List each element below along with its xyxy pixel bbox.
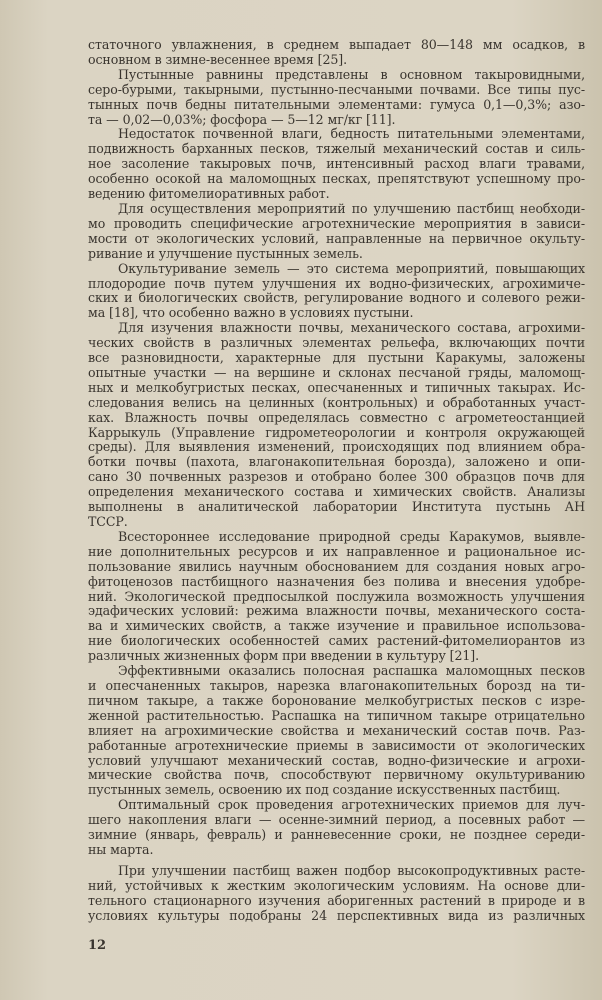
text-line: и опесчаненных такыров, нарезка влагонакопительных борозд на ти-	[88, 677, 585, 693]
text-line: среды). Для выявления изменений, происходящих под влиянием обра-	[88, 439, 585, 455]
text-line: зимние (январь, февраль) и ранневесенние сроки, не позднее середи-	[88, 827, 585, 843]
paragraph	[88, 798, 585, 858]
page-body	[88, 38, 585, 923]
text-line: ТССР.	[88, 514, 128, 529]
text-line: ных и мелкобугристых песках, опесчаненных и типичных такырах. Ис-	[88, 379, 585, 395]
text-line: Эффективными оказались полосная распашка маломощных песков	[118, 663, 585, 679]
text-line: ние дополнительных ресурсов и их направленное и рациональное ис-	[88, 543, 585, 559]
text-line: ние биологических особенностей самих растений-фитомелиорантов из	[88, 633, 585, 649]
paragraph	[88, 864, 585, 924]
text-line: определения механического состава и химических свойств. Анализы	[88, 484, 585, 500]
text-line: тынных почв бедны питательными элементами: гумуса 0,1—0,3%; азо-	[88, 96, 585, 112]
text-line: женной растительностью. Распашка на типичном такыре отрицательно	[88, 707, 585, 723]
text-line: ботки почвы (пахота, влагонакопительная борозда), заложено и опи-	[88, 454, 585, 470]
text-line: ма [18], что особенно важно в условиях пустыни.	[88, 305, 414, 321]
text-line: При улучшении пастбищ важен подбор высокопродуктивных расте-	[118, 862, 585, 878]
text-line: Для изучения влажности почвы, механического состава, агрохими-	[118, 320, 585, 336]
text-line: Всестороннее исследование природной среды Каракумов, выявле-	[118, 528, 585, 544]
text-line: ное засоление такыровых почв, интенсивный расход влаги травами,	[88, 156, 585, 172]
paragraph	[88, 202, 585, 262]
paragraph	[88, 262, 585, 322]
text-line: особенно осокой на маломощных песках, препятствуют успешному про-	[88, 171, 585, 187]
text-line: выполнены в аналитической лаборатории Института пустынь АН	[88, 499, 585, 515]
text-line: влияет на агрохимические свойства и механический состав почв. Раз-	[88, 722, 585, 738]
text-line: мо проводить специфические агротехнические мероприятия в зависи-	[88, 215, 585, 231]
text-line: ний. Экологической предпосылкой послужила возможность улучшения	[88, 588, 585, 604]
text-line: та — 0,02—0,03%; фосфора — 5—12 мг/кг [11].	[88, 111, 396, 127]
text-line: ны марта.	[88, 841, 154, 857]
text-line: все разновидности, характерные для пустыни Каракумы, заложены	[88, 350, 585, 366]
text-line: ва и химических свойств, а также изучение и правильное использова-	[88, 618, 585, 634]
text-line: Оптимальный срок проведения агротехнических приемов для луч-	[118, 797, 585, 813]
text-line: Недостаток почвенной влаги, бедность питательными элементами,	[118, 126, 585, 142]
text-line: опытные участки — на вершине и склонах песчаной гряды, маломощ-	[88, 364, 585, 380]
text-line: плодородие почв путем улучшения их водно-физических, агрохимиче-	[88, 275, 585, 291]
text-line: тельного стационарного изучения аборигенных растений в природе и в	[88, 892, 585, 908]
text-line: работанные агротехнические приемы в зависимости от экологических	[88, 737, 585, 753]
text-line: мости от экологических условий, направленные на первичное окульту-	[88, 230, 585, 246]
text-line: условиях культуры подобраны 24 перспективных вида из различных	[88, 907, 585, 923]
text-line: различных жизненных форм при введении в культуру [21].	[88, 648, 480, 664]
text-line: ривание и улучшение пустынных земель.	[88, 245, 363, 261]
text-line: ках. Влажность почвы определялась совместно с агрометеостанцией	[88, 409, 585, 425]
paragraph	[88, 321, 585, 530]
text-line: подвижность барханных песков, тяжелый механический состав и силь-	[88, 141, 585, 157]
text-line: ских и биологических свойств, регулирование водного и солевого режи-	[88, 290, 585, 306]
text-line: фитоценозов пастбищного назначения без полива и внесения удобре-	[88, 573, 585, 589]
paragraph	[88, 127, 585, 202]
text-line: следования велись на целинных (контрольных) и обработанных участ-	[88, 394, 585, 410]
paragraph	[88, 664, 585, 798]
text-line: сано 30 почвенных разрезов и отобрано более 300 образцов почв для	[88, 469, 585, 485]
text-line: основном в зимне-весеннее время [25].	[88, 51, 347, 67]
page-number: 12	[88, 938, 107, 953]
paragraph	[88, 530, 585, 664]
text-line: пользование явились научным обоснованием для создания новых агро-	[88, 558, 585, 574]
text-line: пичном такыре, а также боронование мелкобугристых песков с изре-	[88, 692, 585, 708]
paragraph	[88, 68, 585, 128]
paragraph	[88, 38, 585, 68]
text-line: пустынных земель, освоению их под создание искусственных пастбищ.	[88, 782, 561, 798]
text-line: эдафических условий: режима влажности почвы, механического соста-	[88, 603, 585, 619]
text-line: шего накопления влаги — осенне-зимний период, а посевных работ —	[88, 812, 585, 828]
text-line: ний, устойчивых к жестким экологическим условиям. На основе дли-	[88, 877, 585, 893]
text-line: условий улучшают механический состав, водно-физические и агрохи-	[88, 752, 585, 768]
text-line: статочного увлажнения, в среднем выпадает 80—148 мм осадков, в	[88, 37, 585, 52]
text-line: мические свойства почв, способствуют первичному окультуриванию	[88, 767, 585, 783]
text-line: Каррыкуль (Управление гидрометеорологии и контроля окружающей	[88, 424, 585, 440]
text-line: Для осуществления мероприятий по улучшению пастбищ необходи-	[118, 200, 585, 216]
text-line: ческих свойств в различных элементах рельефа, включающих почти	[88, 335, 585, 351]
text-line: ведению фитомелиоративных работ.	[88, 186, 330, 202]
text-line: Окультуривание земель — это система мероприятий, повышающих	[118, 260, 585, 276]
text-line: Пустынные равнины представлены в основном такыровидными,	[118, 66, 585, 82]
text-line: серо-бурыми, такырными, пустынно-песчаными почвами. Все типы пус-	[88, 81, 585, 97]
